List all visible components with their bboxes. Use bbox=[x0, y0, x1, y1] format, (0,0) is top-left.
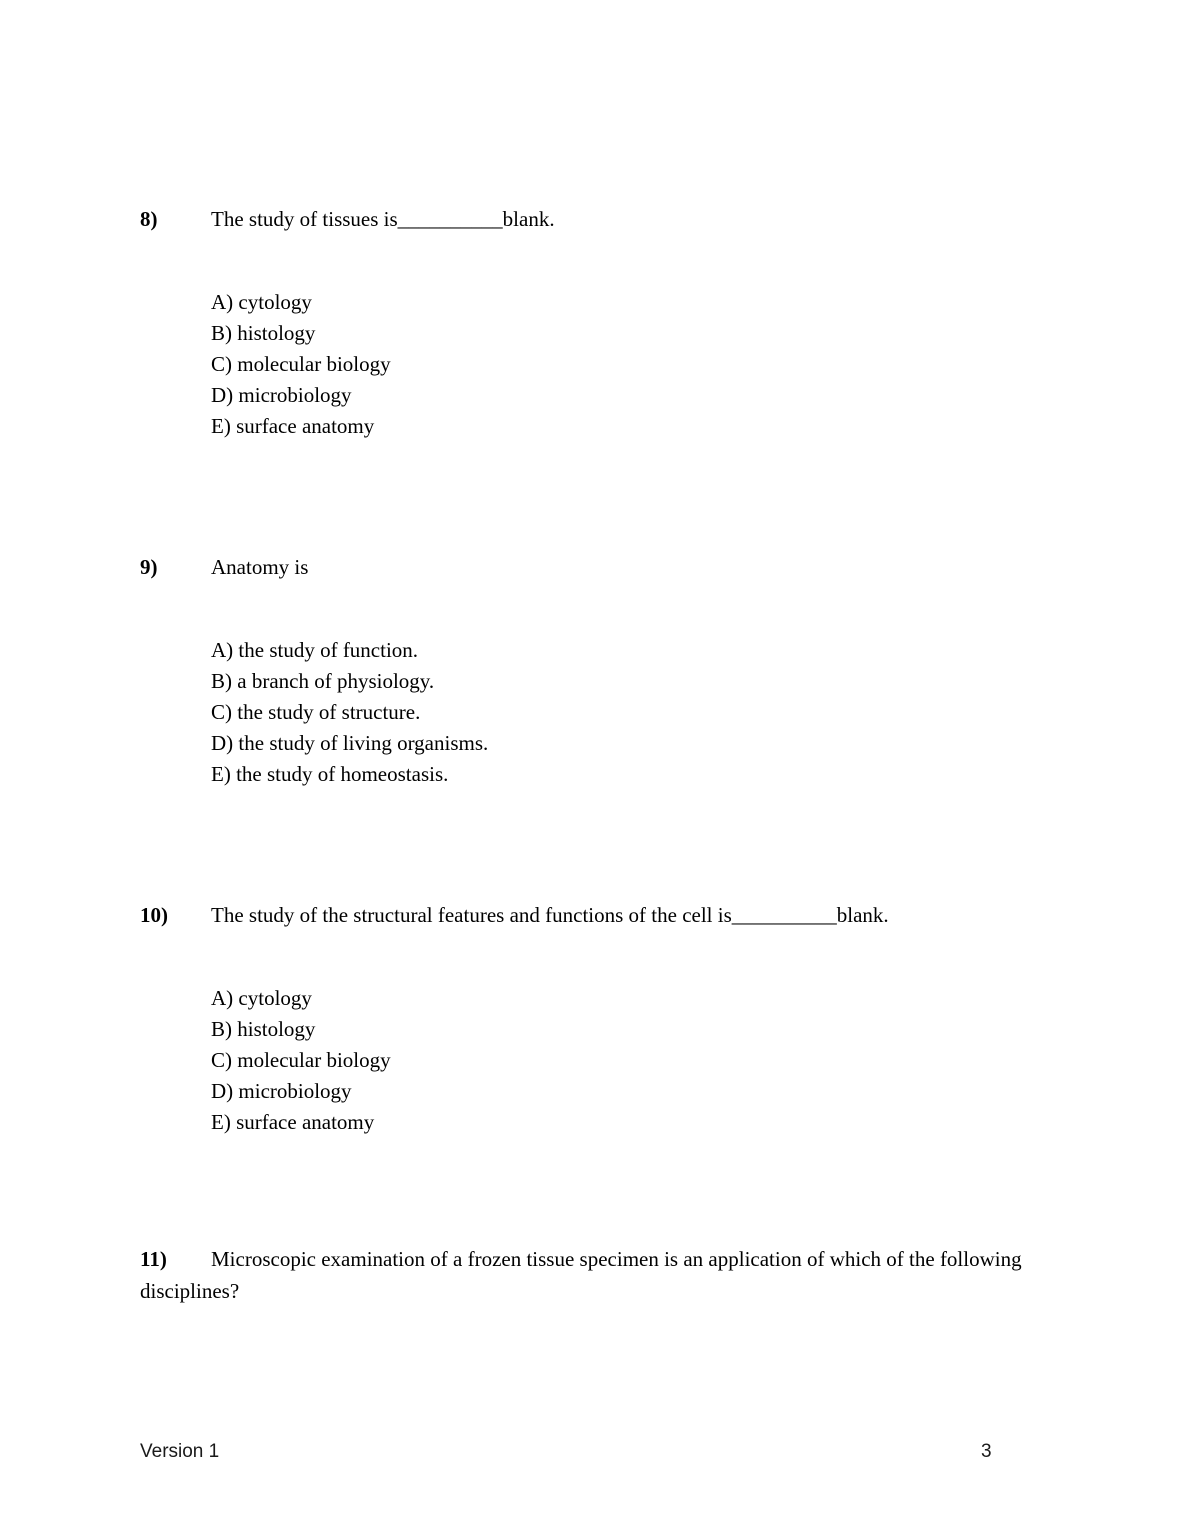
question-line bbox=[140, 899, 1050, 931]
answer-option: D) microbiology bbox=[211, 1079, 352, 1103]
answer-options bbox=[211, 635, 1050, 790]
question-line bbox=[140, 1243, 1050, 1307]
answer-options bbox=[211, 287, 1050, 442]
footer-version-label: Version 1 bbox=[140, 1441, 220, 1462]
question-number: 8) bbox=[140, 207, 158, 231]
question-text: The study of tissues is__________blank. bbox=[211, 207, 555, 231]
answer-option: E) the study of homeostasis. bbox=[211, 762, 449, 786]
answer-options bbox=[211, 983, 1050, 1138]
question-line bbox=[140, 551, 1050, 583]
answer-option: A) cytology bbox=[211, 290, 312, 314]
question-line bbox=[140, 203, 1050, 235]
answer-option: B) histology bbox=[211, 1017, 316, 1041]
question-text: Anatomy is bbox=[211, 555, 309, 579]
answer-option: A) the study of function. bbox=[211, 638, 419, 662]
question-number: 10) bbox=[140, 903, 168, 927]
question-number: 11) bbox=[140, 1247, 167, 1271]
answer-option: B) histology bbox=[211, 321, 316, 345]
question-block bbox=[140, 203, 1050, 442]
footer-page-number: 3 bbox=[981, 1441, 992, 1462]
answer-option: E) surface anatomy bbox=[211, 414, 375, 438]
answer-option: E) surface anatomy bbox=[211, 1110, 375, 1134]
question-block bbox=[140, 1243, 1050, 1307]
question-text: The study of the structural features and functions of the cell is__________blank. bbox=[211, 903, 889, 927]
answer-option: C) molecular biology bbox=[211, 1048, 391, 1072]
answer-option: D) the study of living organisms. bbox=[211, 731, 489, 755]
question-block bbox=[140, 551, 1050, 790]
answer-option: C) molecular biology bbox=[211, 352, 391, 376]
answer-option: C) the study of structure. bbox=[211, 700, 421, 724]
answer-option: B) a branch of physiology. bbox=[211, 669, 435, 693]
question-text: Microscopic examination of a frozen tissue specimen is an application of which of the following disciplines? bbox=[140, 1247, 1022, 1303]
answer-option: D) microbiology bbox=[211, 383, 352, 407]
question-number: 9) bbox=[140, 555, 158, 579]
answer-option: A) cytology bbox=[211, 986, 312, 1010]
question-block bbox=[140, 899, 1050, 1138]
